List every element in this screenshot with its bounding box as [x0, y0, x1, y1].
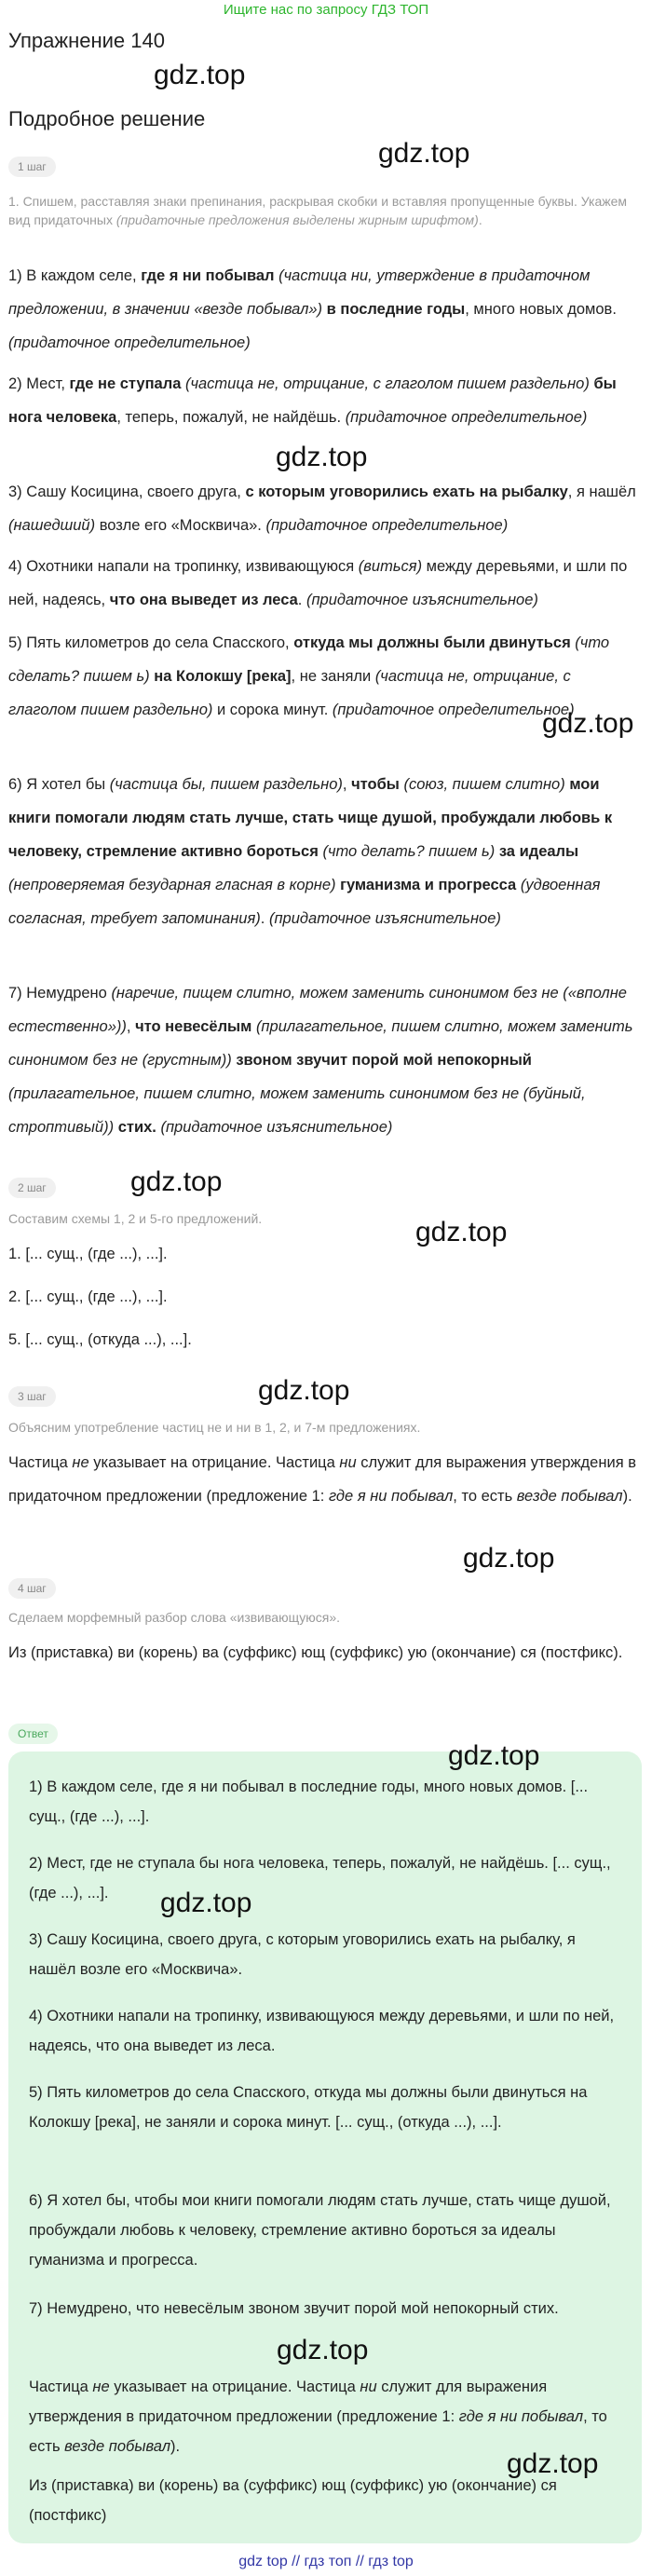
footer-separator: // [355, 2554, 364, 2569]
watermark: gdz.top [542, 708, 634, 739]
answer-sentence-7: 7) Немудрено, что невесёлым звоном звучит порой мой непокорный стих. [29, 2300, 559, 2317]
answer-morpheme: Из (приставка) ви (корень) ва (суффикс) ющ (суффикс) ую (окончание) ся (постфикс) [29, 2477, 557, 2524]
step-badge: 3 шаг [8, 1386, 56, 1407]
answer-particles: Частица не указывает на отрицание. Частица ни служит для выражения утверждения в придаточном предложении (предложение 1: где я ни побывал, то есть везде побывал). [29, 2378, 607, 2455]
sentence-3: 3) Сашу Косицина, своего друга, с которым уговорились ехать на рыбалку, я нашёл (нашедший) возле его «Москвича». (придаточное определительное) [8, 484, 636, 534]
sentence-7: 7) Немудрено (наречие, пищем слитно, можем заменить синонимом без не («вполне естественно»)), что невесёлым (прилагательное, пишем слитно, можем заменить синонимом без не (грустным)) звоном звучит порой мой непокорный (прилагательное, пишем слитно, можем заменить синонимом без не (буйный, строптивый)) стих. (придаточное изъяснительное) [8, 985, 633, 1136]
watermark: gdz.top [258, 1375, 350, 1406]
top-banner[interactable]: Ищите нас по запросу ГДЗ ТОП [223, 2, 429, 18]
answer-badge: Ответ [8, 1724, 58, 1744]
watermark: gdz.top [277, 2335, 369, 2365]
answer-sentence-3: 3) Сашу Косицина, своего друга, с которым уговорились ехать на рыбалку, я нашёл возле его «Москвича». [29, 1931, 576, 1978]
scheme-1: 1. [... сущ., (где ...), ...]. [8, 1246, 168, 1262]
answer-sentence-4: 4) Охотники напали на тропинку, извивающуюся между деревьями, и шли по ней, надеясь, что она выведет из леса. [29, 2008, 615, 2054]
footer-link[interactable]: gdz top [238, 2554, 288, 2569]
particles-explanation: Частица не указывает на отрицание. Частица ни служит для выражения утверждения в придаточном предложении (предложение 1: где я ни побывал, то есть везде побывал). [8, 1454, 636, 1505]
step-note: Объясним употребление частиц не и ни в 1, 2, и 7-м предложениях. [8, 1420, 421, 1435]
watermark: gdz.top [378, 138, 470, 169]
step-badge: 4 шаг [8, 1578, 56, 1599]
scheme-2: 2. [... сущ., (где ...), ...]. [8, 1288, 168, 1305]
step-badge: 1 шаг [8, 157, 56, 177]
watermark: gdz.top [130, 1166, 223, 1197]
sentence-6: 6) Я хотел бы (частица бы, пишем раздельно), чтобы (союз, пишем слитно) мои книги помогали людям стать лучше, стать чище душой, пробуждали любовь к человеку, стремление активно бороться (что делать? пишем ь) за идеалы (непроверяемая безударная гласная в корне) гуманизма и прогресса (удвоенная согласная, требует запоминания). (придаточное изъяснительное) [8, 776, 613, 927]
sentence-4: 4) Охотники напали на тропинку, извивающуюся (виться) между деревьями, и шли по ней, надеясь, что она выведет из леса. (придаточное изъяснительное) [8, 558, 628, 608]
section-title: Подробное решение [8, 107, 206, 130]
watermark: gdz.top [448, 1740, 540, 1771]
step-note: Сделаем морфемный разбор слова «извивающуюся». [8, 1610, 340, 1625]
watermark: gdz.top [507, 2448, 599, 2479]
step-note: Составим схемы 1, 2 и 5-го предложений. [8, 1211, 263, 1226]
watermark: gdz.top [154, 60, 246, 90]
watermark: gdz.top [463, 1543, 555, 1574]
step-badge: 2 шаг [8, 1178, 56, 1198]
watermark: gdz.top [160, 1888, 252, 1918]
answer-sentence-5: 5) Пять километров до села Спасского, откуда мы должны были двинуться на Колокшу [река], не заняли и сорока минут. [... сущ., (откуда ...), ...]. [29, 2084, 588, 2131]
step-note: 1. Спишем, расставляя знаки препинания, раскрывая скобки и вставляя пропущенные буквы. Укажем вид придаточных (придаточные предложения выделены жирным шрифтом). [8, 194, 628, 227]
answer-sentence-1: 1) В каждом селе, где я ни побывал в последние годы, много новых домов. [... сущ., (где ...), ...]. [29, 1779, 589, 1825]
answer-sentence-2: 2) Мест, где не ступала бы нога человека, теперь, пожалуй, не найдёшь. [... сущ., (где ...), ...]. [29, 1855, 611, 1901]
morpheme-analysis: Из (приставка) ви (корень) ва (суффикс) ющ (суффикс) ую (окончание) ся (постфикс). [8, 1644, 623, 1661]
sentence-1: 1) В каждом селе, где я ни побывал (частица ни, утверждение в придаточном предложении, в значении «везде побывал») в последние годы, много новых домов. (придаточное определительное) [8, 267, 617, 351]
sentence-5: 5) Пять километров до села Спасского, откуда мы должны были двинуться (что сделать? пишем ь) на Колокшу [река], не заняли (частица не, отрицание, с глаголом пишем раздельно) и сорока минут. (придаточное определительное) [8, 634, 610, 718]
page-title: Упражнение 140 [8, 29, 165, 52]
watermark: gdz.top [415, 1217, 508, 1247]
footer-link[interactable]: гдз top [368, 2554, 414, 2569]
footer-link[interactable]: гдз топ [304, 2554, 352, 2569]
watermark: gdz.top [276, 442, 368, 472]
answer-box [8, 1751, 642, 2543]
sentence-2: 2) Мест, где не ступала (частица не, отрицание, с глаголом пишем раздельно) бы нога человека, теперь, пожалуй, не найдёшь. (придаточное определительное) [8, 375, 617, 426]
answer-sentence-6: 6) Я хотел бы, чтобы мои книги помогали людям стать лучше, стать чище душой, пробуждали любовь к человеку, стремление активно бороться за идеалы гуманизма и прогресса. [29, 2192, 611, 2269]
footer-separator: // [292, 2554, 301, 2569]
scheme-5: 5. [... сущ., (откуда ...), ...]. [8, 1331, 192, 1348]
footer-links [0, 2549, 652, 2575]
